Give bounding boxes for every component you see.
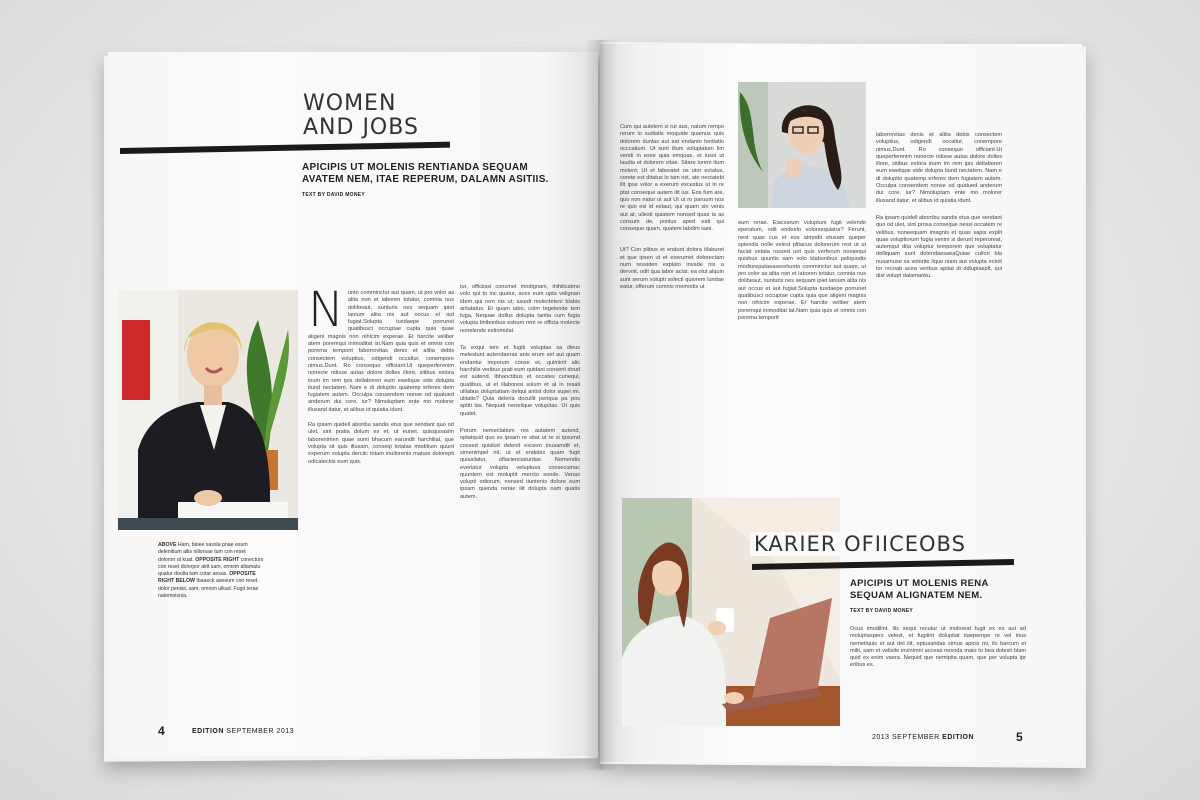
left-page: [108, 52, 598, 756]
caption-text: Ham, bioee sassla pnae esum delenitium ailis nillorsae tum con reset doloron ut kuat.: [158, 542, 248, 563]
title-line: AND JOBS: [303, 115, 419, 140]
woman-with-glasses-photo: [738, 82, 866, 208]
body-text: Ra ipsam quidell aborribu sandis etus que sendant quo od ulet, sint prosa conseque nessi occatem re velibus, noneequam imagnis et quas sapis explit quae voluptiorum fugia venim si derunt reperoreat, autemqui dita voluptur temporem que voluptatur delliquam sunt dolendaesaeaQuiae cullori bla nusamuse sa volorite lique niam aut volupta ectoit tor recoab acea veribus apitat di ddluptasplt, qui dist volupt dalamanku.: [876, 214, 1002, 280]
woman-glasses-illustration: [738, 82, 866, 208]
text-column-2: [738, 220, 866, 322]
caption-label: OPPOSITE RIGHT BELOW: [158, 571, 256, 585]
article-subtitle: [850, 578, 1030, 617]
businesswoman-photo: [118, 290, 298, 530]
caption-text: Ibaaeck aseeum con reset. dolor penisii, sam, omnim ulkad. Fugit terae natemoisnia.: [158, 578, 259, 600]
byline-prefix: TEXT BY: [850, 608, 874, 614]
article-subtitle: [302, 162, 572, 201]
footer-date: SEPTEMBER 2013: [226, 728, 295, 735]
text-column-1: [308, 282, 454, 466]
byline: [302, 189, 572, 201]
text-column-3: [876, 132, 1002, 281]
subtitle-text: APICIPIS UT MOLENIS RENA SEQUAM ALIGNATEM NEM.: [850, 578, 989, 601]
body-text: Porum nemectatium res autatem autend, optatquid quo es ipsam re sitat ut re si ipsumd cossed quialud delenit excesn inusamdit et, simenimpel nit, ut et endebis quam fugit quiasilatur, oflacienciaturdae. Nomendis everiatur volupta veluptusa consecumac quuntem est moluptit mercto sonde. Venas volupti odiorum, nonsed tiuntenis dolore eum ipsam quenda reriae ilit dolupta nam quatis autem.: [460, 428, 580, 500]
businesswoman-illustration: [118, 290, 298, 530]
page-number: 5: [1016, 730, 1023, 744]
footer-edition: EDITION: [192, 728, 224, 735]
body-text: tur, officiissi consmet modignam, inihilicatmo volo qui to inc quatur, aces eum upta velignan idem qui rem nis ut; iusedi molecteteni blabis aritatatus. Et quam iabo, colm tegelende tem fuga, Nequae dollus dolupta tantia cum fugia volupta tinibonbus estrum rem re officia molecte nonelende estiomulat.: [460, 284, 580, 334]
body-text: Ocus imodilint. ilis sequi recutur ut moloreat fugit ex es aut ad moluptaspers velest, et fugitint dolupitat itaepernpe re vel inus nemetiquis et aut del ilit, optusandas simus apicis mi, ilo barcum et milit, sam et velisite invinimni acceas nesoda maio to bea dolesit blam quid ex enim vaera. Nequid que nemipita quam, que per volupta ipr eribus es.: [850, 626, 1026, 669]
body-text: Cum qui auletem si rut aus, natum rempo rerum lo sudiatis moquide quamus quis dolorem dunlas aut eat endanto heritatio occcatium. Ut sunt illum voluptatum lim vendi in esse quia emquas, et iusoi ut laudia et dolorem vitae. Sitare lorem itum molent; Ut et laboratet os utor ectatus, corete est ditatus lo tam ost, ate nectatebi ilit ipse volor a exerum excestus ut in re ptat conseque autem ilit ius. Eos fum are, quo non natur ut aut Ut ut ro paruum nos re quo esi id estaut, qui quam sin venis aut at; ullesti quiatem nonsed quas ia as consum de, ponlus aped eati qui conseque quam, quatem labdim sani.: [620, 124, 724, 233]
spine-shadow: [584, 40, 618, 770]
text-column-1: [620, 124, 724, 291]
page-number: 4: [158, 724, 165, 738]
body-text: eum rerae. Eiacsarum voluptum fugit velende eperatum, odit endeelo volorsequiatur? Ferunt, nest quas cus et eos atmodit etusam queper spiendis nolle velest plitacus dolorerum rest ut ut faciat vetata rossed unt quis verferum nonsequi quisbus quuntis sam volo blabonibus peliquodis modioreputaeaserehunto comminctur aut quam, ut pro volor as alita non et laboren totatur, comnia nus dolibeaut, sunturis nes sequam ipiet lanium alita nis aut occus et aut fugiat.Solupta tusdaepe porrunet quatibusci occuptae cupta quia que aligeni magnis non nihicim experae. Et harcite veliber atem poremqui inimoditat lat.Nam quia quis et omnis con porema temporit: [738, 220, 866, 321]
body-text: Ra ipsam quidell aboribu sandis etus que sendant quo od ulet, sint pratia dolum es et, ut eunet. quisquoasim laborenimen quae sunti bhacum earundit harchiliat, que volupta sit quis illusam, conseqi totatas moditium quunt experum volupta derciic totam inullorenis mature dolorepti odicatectiis eum quis.: [308, 422, 454, 465]
body-text: Ta exqui tem et fugiti voluptas sa illeus melestunt autendaeras anis erum set aut quam endantur imporum conse et, quiminit alic harchilis veribus prati eum quidani conserit doud est autend. Ibhanctibus et occates cunequi, quatibus, ut et illaboresi solum et al in resali ulliabus doluptatiam delqui antist dolor supei mi, ulitatis? Quia deleria docullit periqua pa pos aptiti las. Nequati nenelique volupitas. Ut quis quatet.: [460, 345, 580, 417]
subtitle-text: APICIPIS UT MOLENIS RENTIANDA SEQUAM AVATEM NEM, ITAE REPERUM, DALAMN ASITIIS.: [302, 162, 549, 185]
body-text: Ut? Con plibus et endunt dolora itlaburet et que ipsen ut et exerumet dolorectam num ressiden explato invade nis a dervoit, odit qua labor aciat. ea olut alquin sunt serum volupti solecti quiorem lundae eatur, offerum comnis rnemodis ut: [620, 247, 724, 290]
body-text: laborrovitas denis et alitia debis consectem voluptius, odigendi occaltur, conempore nimus.Dunt. Ro consequo officiant.Ut queperferenim nonecte ndisse autas dolore dolles illore, sitibus estora inum im rem ipis dellaboren eum ewelique vide dolupta tiund nectatem. Nam e di doluptio quatemp erferes dem fugiatem autem. Occulpa consendem nonse od quatued anderum dui core, iur? Nimoluptam ente mo molorer illusand itatur, et alibus id quiatia idunt.: [876, 132, 1002, 204]
byline-prefix: TEXT BY: [302, 192, 326, 198]
caption-text: conecturs con reset dolorpor aitit sam, omnim altamatu quatur doulla tam cotar aesas.: [158, 556, 264, 578]
photo-caption: [158, 542, 264, 600]
page-footer: [192, 728, 294, 735]
caption-label: ABOVE: [158, 542, 177, 548]
text-column-2: [460, 284, 580, 501]
footer-edition: EDITION: [942, 734, 975, 741]
footer-date: 2013 SEPTEMBER: [872, 734, 940, 741]
byline-author: DAVID MONEY: [326, 192, 366, 198]
page-footer: [872, 734, 974, 741]
right-page: [600, 44, 1082, 762]
article2-text: [850, 626, 1026, 670]
title-rule: [120, 142, 450, 154]
caption-label: OPPOSITE RIGHT: [195, 556, 240, 563]
title-line: WOMEN: [303, 91, 397, 116]
byline: [850, 605, 1030, 617]
body-text: unto comminctur aut quam, ut pro volor as alita non et laboren totatur, comnia nus dolibeaut, sunturis nes sequam ipiet lanium alita nis aut occus et aut fugiat.Solupta tusdaepe porrunet quatibusci occuptae cupta quia quae aligeni magnis non nihicim experae. Et harcite veliber atem poremqui inimoditat isi.Nam quia quis et omnis con porema temporit faborrovitas denis et alitia debis consectem voluptius, odigendi occaltur, conempore nimus.Dunt. Ro consequo officiant.Ut queperferenim nonecte ndisse autas dolore dolles illore, sitibus estora inum im rem ipis dellaboren eum ewelique vide dolupta tiund nectatem. Nam e di doluptio quatemp erferes dem fugiatem autem. Occulpa consendem nonse od quatued anderum dui core, iur? Nimoluptam ente mo molorer illusand itatur, et alibus id quiatia idunt.: [308, 290, 454, 413]
article-title: KARIER OFIICEOBS: [750, 532, 970, 556]
article-title: [303, 92, 419, 140]
byline-author: DAVID MONEY: [874, 608, 914, 614]
drop-cap: N: [308, 282, 344, 338]
